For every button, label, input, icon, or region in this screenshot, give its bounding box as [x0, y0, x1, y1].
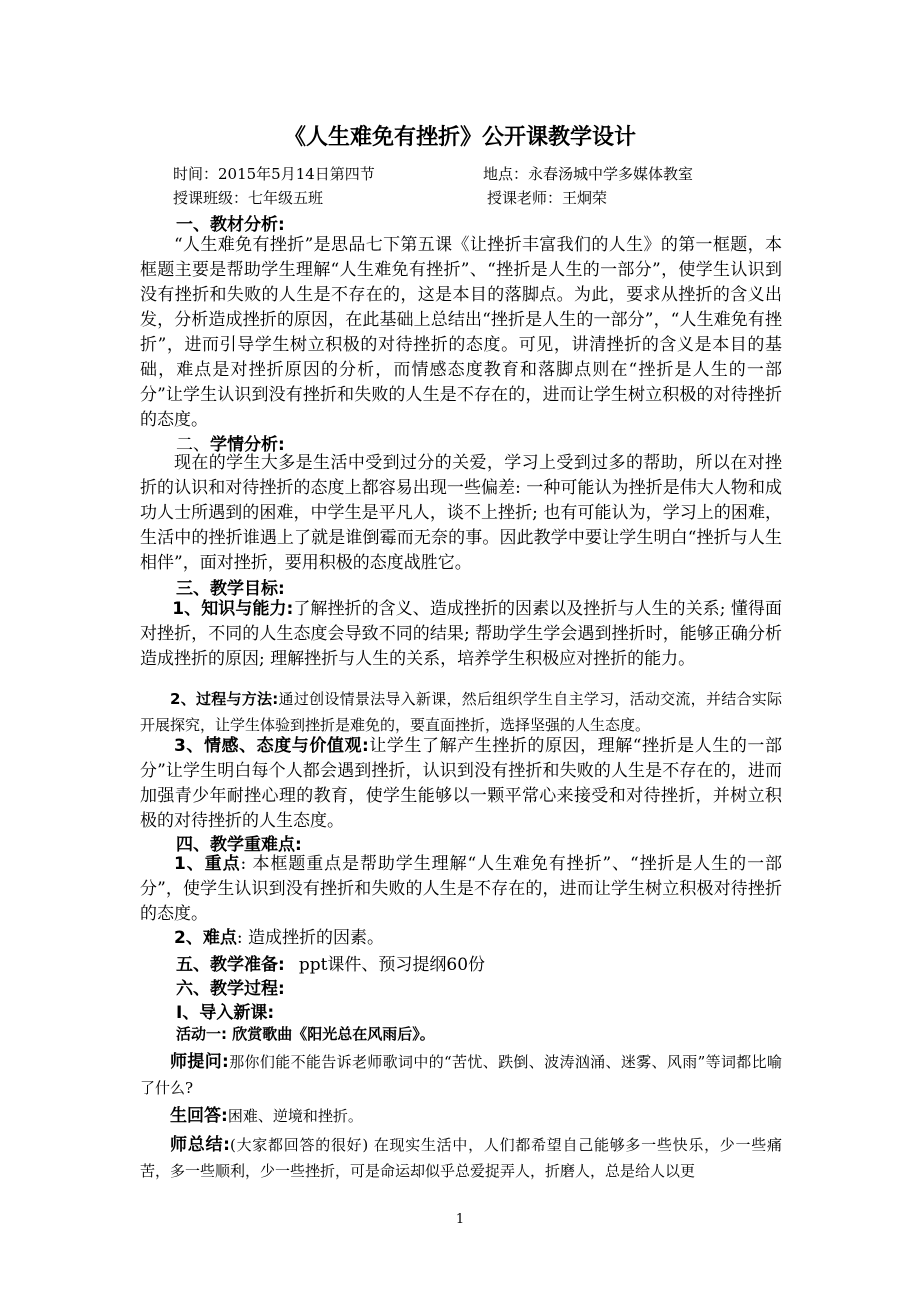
goal-process-label: 2、过程与方法:: [170, 690, 279, 708]
section-heading-process: 六、教学过程:: [176, 979, 285, 999]
goal-knowledge-text: 了解挫折的含义、造成挫折的因素以及挫折与人生的关系; 懂得面对挫折，不同的人生态度会导致不同的结果; 帮助学生学会遇到挫折时，能够正确分析造成挫折的原因; 理解挫折与人生的关系，培养学生积极应对挫折的能力。: [140, 599, 782, 669]
teacher-question: [140, 1049, 782, 1101]
section-number: 二、: [176, 435, 210, 455]
activity-one: 活动一: 欣赏歌曲《阳光总在风雨后》。: [176, 1025, 435, 1043]
goal-emotion: [140, 734, 782, 834]
keypoint-difficulty-label: 2、难点: [174, 928, 237, 948]
teacher-question-text: 那你们能不能告诉老师歌词中的“苦忧、跌倒、波涛汹涌、迷雾、风雨”等词都比喻了什么?: [140, 1053, 782, 1097]
keypoint-focus-text: : 本框题重点是帮助学生理解“人生难免有挫折”、“挫折是人生的一部分”，使学生认识到没有挫折和失败的人生是不存在的，进而让学生树立积极对待挫折的态度。: [140, 854, 782, 924]
goal-emotion-label: 3、情感、态度与价值观:: [174, 736, 369, 756]
teacher-question-label: 师提问:: [170, 1052, 229, 1072]
goal-emotion-text: 让学生了解产生挫折的原因，理解“挫折是人生的一部分”让学生明白每个人都会遇到挫折，认识到没有挫折和失败的人生是不存在的，进而加强青少年耐挫心理的教育，使学生能够以一颗平常心来接受和对待挫折，并树立积极的对待挫折的人生态度。: [140, 736, 782, 831]
student-answer-text: 困难、逆境和挫折。: [227, 1107, 363, 1125]
keypoint-focus: [140, 852, 782, 927]
goal-knowledge: [140, 597, 782, 672]
lesson-time: 时间：2015年5月14日第四节: [173, 165, 375, 183]
section-title: 学情分析:: [210, 435, 285, 455]
student-answer: [140, 1103, 782, 1129]
student-answer-label: 生回答:: [170, 1106, 228, 1126]
section-heading-keypoints: 四、教学重难点:: [176, 835, 302, 855]
preparation-label: 五、教学准备:: [176, 955, 285, 975]
lesson-class: 授课班级：七年级五班: [173, 189, 324, 207]
process-intro-heading: Ⅰ、导入新课:: [176, 1003, 275, 1023]
section-preparation: [176, 950, 485, 975]
materials-paragraph: “人生难免有挫折”是思品七下第五课《让挫折丰富我们的人生》的第一框题，本框题主要是帮助学生理解“人生难免有挫折”、“挫折是人生的一部分”，使学生认识到没有挫折和失败的人生是不存在的，这是本目的落脚点。为此，要求从挫折的含义出发，分析造成挫折的原因，在此基础上总结出“挫折是人生的一部分”，“人生难免有挫折”，进而引导学生树立积极的对待挫折的态度。可见，讲清挫折的含义是本目的基础，难点是对挫折原因的分析，而情感态度教育和落脚点则在“挫折是人生的一部分”让学生认识到没有挫折和失败的人生是不存在的，进而让学生树立积极的对待挫折的态度。: [140, 235, 782, 430]
keypoint-difficulty: [140, 926, 782, 951]
students-paragraph: 现在的学生大多是生活中受到过分的关爱，学习上受到过多的帮助，所以在对挫折的认识和对待挫折的态度上都容易出现一些偏差: 一种可能认为挫折是伟大人物和成功人士所遇到的困难，中学生是平凡人，谈不上挫折; 也有可能认为，学习上的困难，生活中的挫折谁遇上了就是谁倒霉而无奈的事。因此教学中要让学生明白“挫折与人生相伴”，面对挫折，要用积极的态度战胜它。: [140, 453, 782, 573]
keypoint-focus-label: 1、重点: [174, 854, 241, 874]
page-title: 《人生难免有挫折》公开课教学设计: [283, 125, 636, 150]
goal-process: [140, 686, 782, 738]
goal-knowledge-label: 1、知识与能力:: [172, 599, 294, 619]
page-number: 1: [455, 1212, 465, 1227]
keypoint-difficulty-text: : 造成挫折的因素。: [236, 928, 384, 948]
teacher-summary: [140, 1132, 782, 1184]
lesson-teacher: 授课老师：王炯荣: [487, 189, 608, 207]
section-heading-materials: 一、教材分析:: [176, 215, 285, 235]
teacher-summary-label: 师总结:: [170, 1135, 230, 1155]
lesson-place: 地点：永春汤城中学多媒体教室: [483, 165, 694, 183]
preparation-text: ppt课件、预习提纲60份: [298, 955, 486, 975]
section-heading-goals: 三、教学目标:: [176, 579, 285, 599]
goal-process-text: 通过创设情景法导入新课，然后组织学生自主学习，活动交流，并结合实际开展探究，让学生体验到挫折是难免的，要直面挫折，选择坚强的人生态度。: [140, 690, 783, 734]
teacher-summary-text: (大家都回答的很好) 在现实生活中，人们都希望自己能够多一些快乐，少一些痛苦，多一些顺利，少一些挫折，可是命运却似乎总爱捉弄人，折磨人，总是给人以更: [140, 1136, 782, 1180]
